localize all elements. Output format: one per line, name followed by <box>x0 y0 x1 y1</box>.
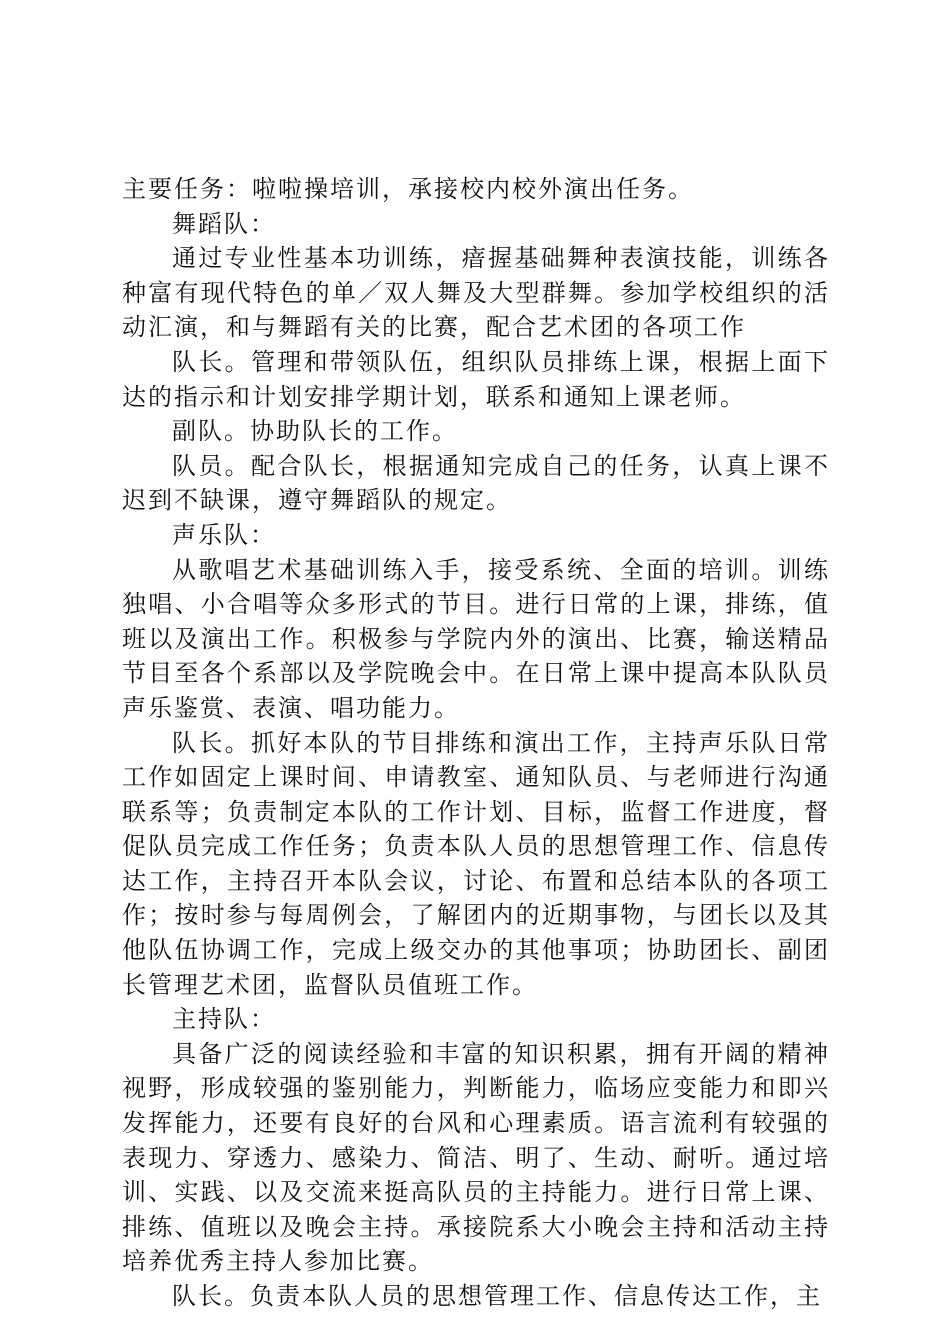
paragraph-dance-captain: 队长。管理和带领队伍，组织队员排练上课，根据上面下达的指示和计划安排学期计划，联系和通知上课老师。 <box>122 347 830 411</box>
paragraph-host-description: 具备广泛的阅读经验和丰富的知识积累，拥有开阔的精神视野，形成较强的鉴别能力，判断能力，临场应变能力和即兴发挥能力，还要有良好的台风和心理素质。语言流利有较强的表现力、穿透力、感染力、简洁、明了、生动、耐听。通过培训、实践、以及交流来挺高队员的主持能力。进行日常上课、排练、值班以及晚会主持。承接院系大小晚会主持和活动主持培养优秀主持人参加比赛。 <box>122 1039 830 1276</box>
paragraph-main-task: 主要任务：啦啦操培训，承接校内校外演出任务。 <box>122 175 694 203</box>
paragraph-dance-vice-captain: 副队。协助队长的工作。 <box>172 417 458 446</box>
heading-host-team: 主持队： <box>172 1005 276 1034</box>
paragraph-dance-description: 通过专业性基本功训练，瘖握基础舞种表演技能，训练各种富有现代特色的单／双人舞及大型群舞。参加学校组织的活动汇演，和与舞蹈有关的比赛，配合艺术团的各项工作 <box>122 244 830 342</box>
document-body <box>122 172 830 1314</box>
heading-vocal-team: 声乐队： <box>172 520 276 549</box>
paragraph-host-captain: 队长。负责本队人员的思想管理工作、信息传达工作，主 <box>172 1282 822 1310</box>
heading-dance-team: 舞蹈队： <box>172 209 276 238</box>
paragraph-dance-member: 队员。配合队长，根据通知完成自己的任务，认真上课不迟到不缺课，遵守舞蹈队的规定。 <box>122 451 830 515</box>
paragraph-vocal-captain: 队长。抓好本队的节目排练和演出工作，主持声乐队日常工作如固定上课时间、申请教室、通知队员、与老师进行沟通联系等；负责制定本队的工作计划、目标，监督工作进度，督促队员完成工作任务；负责本队人员的思想管理工作、信息传达工作，主持召开本队会议，讨论、布置和总结本队的各项工作；按时参与每周例会，了解团内的近期事物，与团长以及其他队伍协调工作，完成上级交办的其他事项；协助团长、副团长管理艺术团，监督队员值班工作。 <box>122 728 830 999</box>
paragraph-vocal-description: 从歌唱艺术基础训练入手，接受系统、全面的培训。训练独唱、小合唱等众多形式的节目。进行日常的上课，排练，值班以及演出工作。积极参与学院内外的演出、比赛，输送精品节目至各个系部以及学院晚会中。在日常上课中提高本队队员声乐鉴赏、表演、唱功能力。 <box>122 555 830 722</box>
